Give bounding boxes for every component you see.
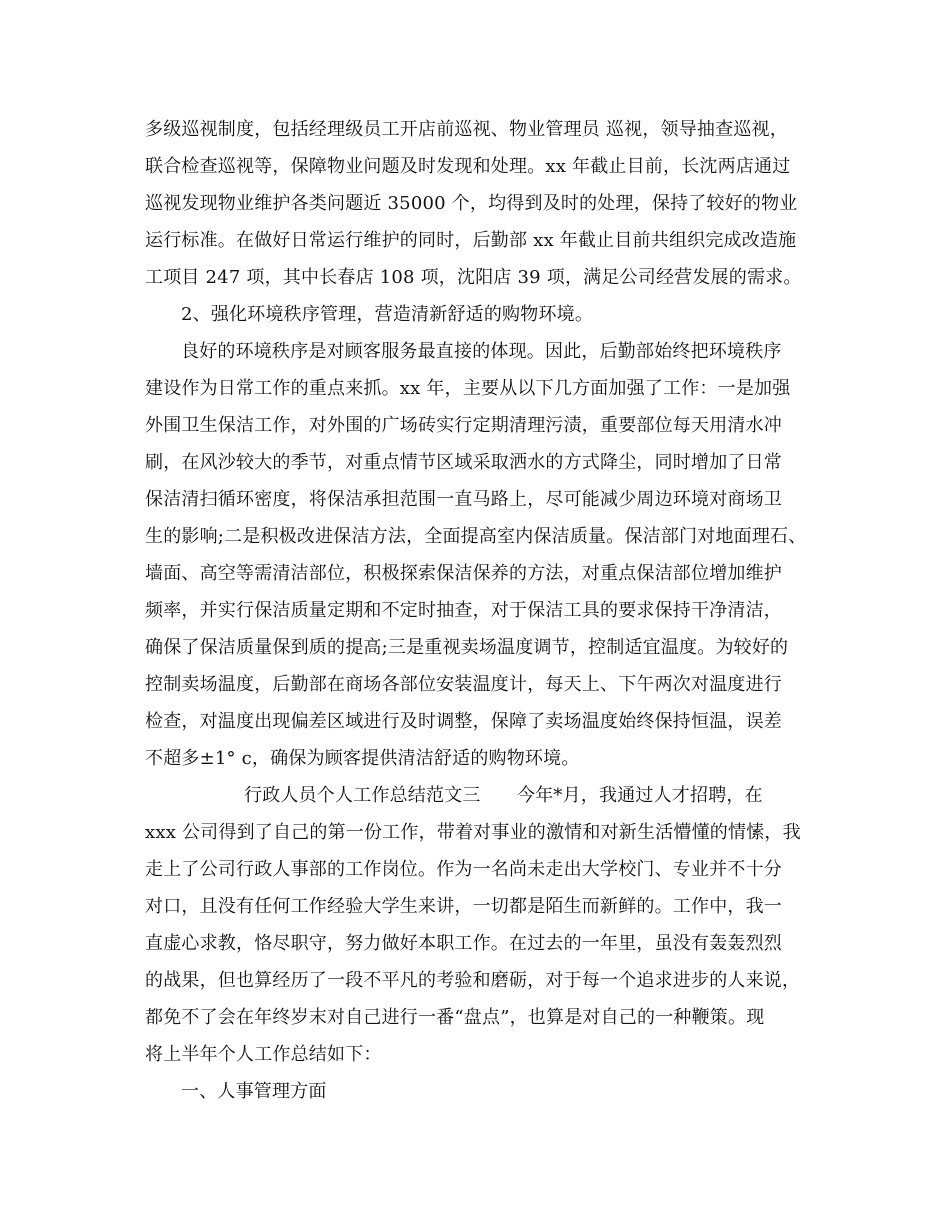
paragraph-line: 良好的环境秩序是对顾客服务最直接的体现。因此，后勤部始终把环境秩序 bbox=[181, 341, 782, 362]
paragraph-line: 多级巡视制度，包括经理级员工开店前巡视、物业管理员 巡视，领导抽查巡视， bbox=[145, 119, 788, 140]
paragraph-line: xxx 公司得到了自己的第一份工作，带着对事业的激情和对新生活懵懂的情愫，我 bbox=[145, 822, 801, 843]
paragraph-line: 墙面、高空等需清洁部位，积极探索保洁保养的方法，对重点保洁部位增加维护 bbox=[145, 563, 782, 584]
paragraph-line: 不超多±1° c，确保为顾客提供清洁舒适的购物环境。 bbox=[145, 748, 580, 769]
paragraph-line: 控制卖场温度，后勤部在商场各部位安装温度计，每天上、下午两次对温度进行 bbox=[145, 674, 782, 695]
paragraph-line: 都免不了会在年终岁末对自己进行一番“盘点”，也算是对自己的一种鞭策。现 bbox=[145, 1007, 765, 1028]
article-title-line: 行政人员个人工作总结范文三 今年*月，我通过人才招聘，在 bbox=[244, 785, 763, 806]
paragraph-line: 工项目 247 项，其中长春店 108 项，沈阳店 39 项，满足公司经营发展的需求。 bbox=[145, 267, 802, 288]
paragraph-line: 将上半年个人工作总结如下： bbox=[145, 1044, 382, 1065]
paragraph-line: 频率，并实行保洁质量定期和不定时抽查，对于保洁工具的要求保持干净清洁， bbox=[145, 600, 782, 621]
paragraph-line: 运行标准。在做好日常运行维护的同时，后勤部 xx 年截止目前共组织完成改造施 bbox=[145, 230, 797, 251]
paragraph-line: 生的影响;二是积极改进保洁方法，全面提高室内保洁质量。保洁部门对地面理石、 bbox=[145, 526, 807, 547]
paragraph-line: 建设作为日常工作的重点来抓。xx 年，主要从以下几方面加强了工作：一是加强 bbox=[145, 378, 791, 399]
paragraph-line: 联合检查巡视等，保障物业问题及时发现和处理。xx 年截止目前，长沈两店通过 bbox=[145, 156, 791, 177]
paragraph-line: 巡视发现物业维护各类问题近 35000 个，均得到及时的处理，保持了较好的物业 bbox=[145, 193, 798, 214]
section-heading: 2、强化环境秩序管理，营造清新舒适的购物环境。 bbox=[181, 304, 594, 325]
paragraph-line: 检查，对温度出现偏差区域进行及时调整，保障了卖场温度始终保持恒温，误差 bbox=[145, 711, 782, 732]
paragraph-line: 的战果，但也算经历了一段不平凡的考验和磨砺，对于每一个追求进步的人来说， bbox=[145, 970, 801, 991]
paragraph-line: 刷，在风沙较大的季节，对重点情节区域采取洒水的方式降尘，同时增加了日常 bbox=[145, 452, 782, 473]
paragraph-line: 走上了公司行政人事部的工作岗位。作为一名尚未走出大学校门、专业并不十分 bbox=[145, 859, 782, 880]
section-heading: 一、人事管理方面 bbox=[181, 1081, 327, 1102]
paragraph-line: 保洁清扫循环密度，将保洁承担范围一直马路上，尽可能减少周边环境对商场卫 bbox=[145, 489, 782, 510]
paragraph-line: 直虚心求教，恪尽职守，努力做好本职工作。在过去的一年里，虽没有轰轰烈烈 bbox=[145, 933, 782, 954]
paragraph-line: 外围卫生保洁工作，对外围的广场砖实行定期清理污渍，重要部位每天用清水冲 bbox=[145, 415, 782, 436]
paragraph-line: 确保了保洁质量保到质的提高;三是重视卖场温度调节，控制适宜温度。为较好的 bbox=[145, 637, 789, 658]
paragraph-line: 对口，且没有任何工作经验大学生来讲，一切都是陌生而新鲜的。工作中，我一 bbox=[145, 896, 782, 917]
